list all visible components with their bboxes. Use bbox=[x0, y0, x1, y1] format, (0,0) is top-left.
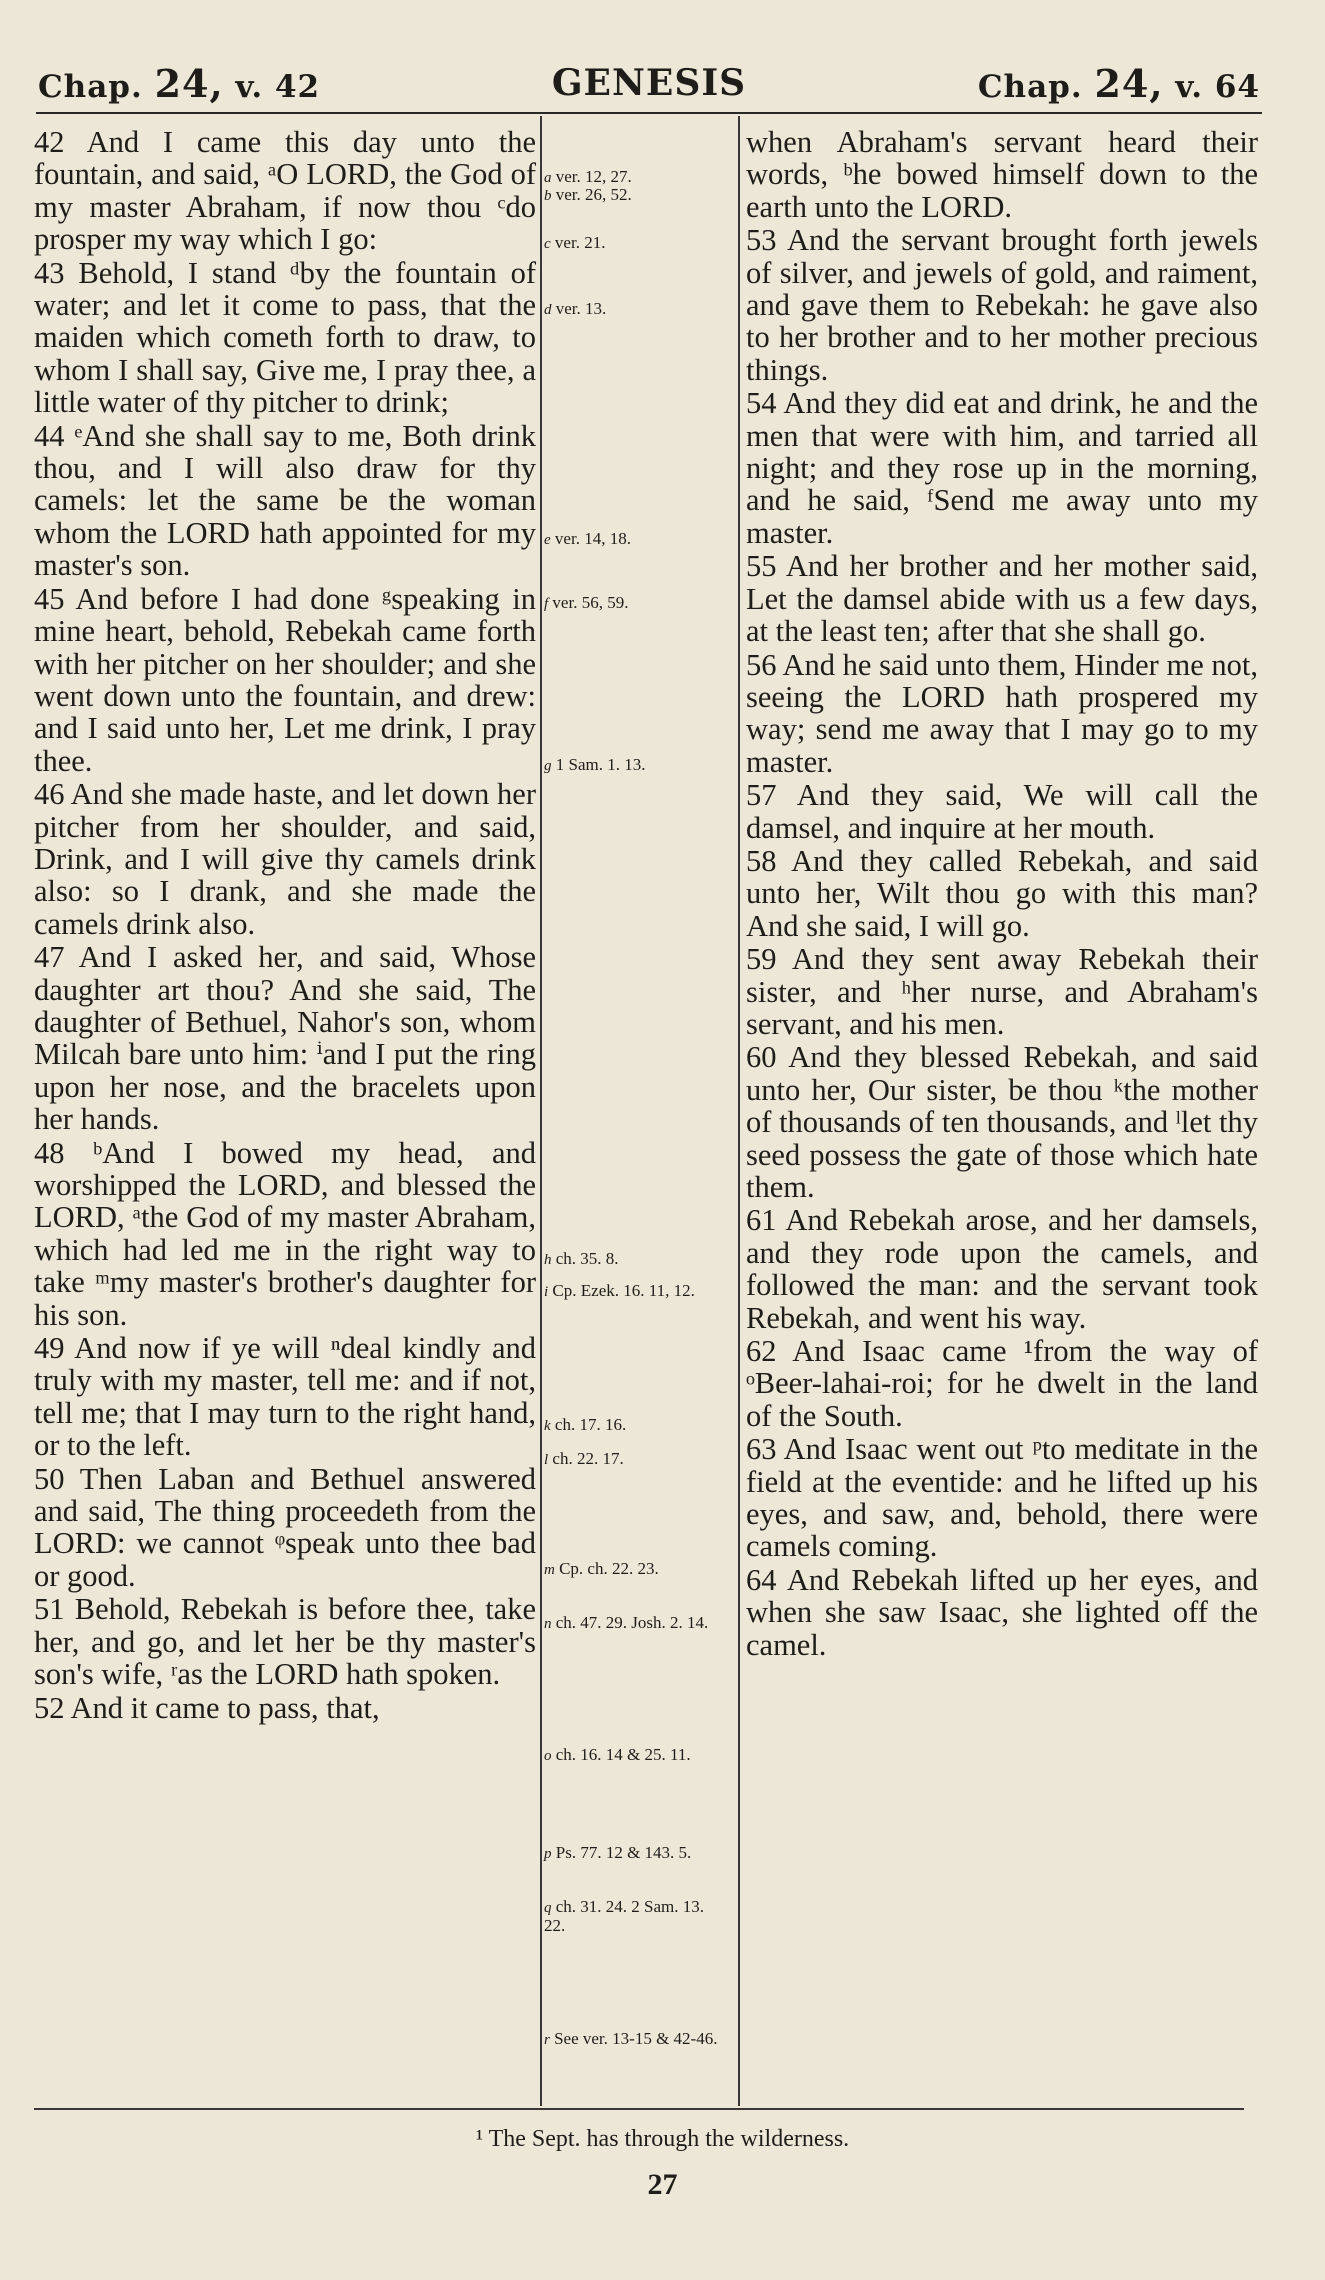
header-left-suffix: v. 42 bbox=[235, 68, 321, 105]
verse: 44 ᵉAnd she shall say to me, Both drink thou, and I will also draw for thy camels: let the same be the woman whom the LORD hath appointed for my master's son. bbox=[34, 418, 536, 583]
ref-text: See ver. 13-15 & 42-46. bbox=[554, 2029, 718, 2048]
ref-text: ver. 21. bbox=[554, 233, 606, 252]
verse: 61 And Rebekah arose, and her damsels, and they rode upon the camels, and followed the man: and the servant took Rebekah, and went his way. bbox=[746, 1203, 1258, 1335]
reference-l bbox=[544, 1450, 722, 1469]
ref-mark: e bbox=[544, 532, 551, 548]
ref-mark: i bbox=[544, 1284, 549, 1300]
ref-mark: g bbox=[544, 758, 552, 774]
ref-text: ch. 31. 24. 2 Sam. 13. 22. bbox=[544, 1897, 705, 1935]
verse: 54 And they did eat and drink, he and the men that were with him, and tarried all night; and they rose up in the morning, and he said, ᶠSend me away unto my master. bbox=[746, 386, 1258, 550]
column-divider-left bbox=[540, 116, 542, 2106]
reference-b bbox=[544, 186, 722, 205]
ref-mark: c bbox=[544, 236, 551, 252]
verse: 55 And her brother and her mother said, Let the damsel abide with us a few days, at the least ten; after that she shall go. bbox=[746, 549, 1258, 649]
ref-text: Ps. 77. 12 & 143. 5. bbox=[555, 1843, 692, 1862]
ref-text: Cp. ch. 22. 23. bbox=[559, 1559, 659, 1578]
ref-text: Cp. Ezek. 16. 11, 12. bbox=[552, 1281, 695, 1300]
reference-e bbox=[544, 530, 722, 549]
reference-d bbox=[544, 300, 722, 319]
reference-q bbox=[544, 1898, 722, 1935]
verse: 53 And the servant brought forth jewels of silver, and jewels of gold, and raiment, and gave them to Rebekah: he gave also to her brother and to her mother precious things. bbox=[746, 223, 1258, 387]
header-right-prefix: Chap. bbox=[977, 68, 1083, 105]
verse: 42 And I came this day unto the fountain, and said, ᵃO LORD, the God of my master Abraham, if now thou ᶜdo prosper my way which I go: bbox=[34, 125, 536, 257]
reference-k bbox=[544, 1416, 722, 1435]
left-text-column bbox=[34, 126, 536, 1725]
ref-text: ch. 16. 14 & 25. 11. bbox=[555, 1745, 691, 1764]
reference-h bbox=[544, 1250, 722, 1269]
ref-text: ch. 22. 17. bbox=[552, 1449, 624, 1468]
ref-mark: o bbox=[544, 1748, 552, 1764]
header-left-prefix: Chap. bbox=[38, 68, 143, 105]
ref-mark: r bbox=[544, 2032, 550, 2048]
page-header bbox=[38, 58, 1260, 108]
verse: 58 And they called Rebekah, and said unto her, Wilt thou go with this man? And she said, I will go. bbox=[746, 843, 1258, 943]
ref-text: ver. 13. bbox=[555, 299, 607, 318]
verse: 47 And I asked her, and said, Whose daughter art thou? And she said, The daughter of Bethuel, Nahor's son, whom Milcah bare unto him: ⁱand I put the ring upon her nose, and the bracelets upon her hands. bbox=[34, 940, 536, 1137]
verse: 62 And Isaac came ¹from the way of ᵒBeer-lahai-roi; for he dwelt in the land of the South. bbox=[746, 1334, 1258, 1433]
reference-f bbox=[544, 594, 722, 613]
verse: 57 And they said, We will call the damsel, and inquire at her mouth. bbox=[746, 778, 1258, 845]
ref-mark: n bbox=[544, 1616, 552, 1632]
ref-mark: d bbox=[544, 302, 552, 318]
reference-m bbox=[544, 1560, 722, 1579]
verse: when Abraham's servant heard their words, ᵇhe bowed himself down to the earth unto the LORD. bbox=[746, 125, 1258, 224]
ref-mark: h bbox=[544, 1252, 552, 1268]
verse: 48 ᵇAnd I bowed my head, and worshipped the LORD, and blessed the LORD, ᵃthe God of my master Abraham, which had led me in the right way to take ᵐmy master's brother's daughter for his son. bbox=[34, 1135, 536, 1332]
column-divider-right bbox=[738, 116, 740, 2106]
reference-c bbox=[544, 234, 722, 253]
verse: 60 And they blessed Rebekah, and said unto her, Our sister, be thou ᵏthe mother of thousands of ten thousands, and ˡlet thy seed possess the gate of those which hate them. bbox=[746, 1040, 1258, 1204]
right-text-column bbox=[746, 126, 1258, 1662]
ref-mark: p bbox=[544, 1846, 552, 1862]
verse: 51 Behold, Rebekah is before thee, take her, and go, and let her be thy master's son's wife, ʳas the LORD hath spoken. bbox=[34, 1592, 536, 1692]
ref-mark: b bbox=[544, 188, 552, 204]
ref-text: ch. 47. 29. Josh. 2. 14. bbox=[555, 1613, 709, 1632]
ref-text: ch. 35. 8. bbox=[555, 1249, 619, 1268]
verse: 59 And they sent away Rebekah their sister, and ʰher nurse, and Abraham's servant, and his men. bbox=[746, 942, 1258, 1041]
header-right-chapter bbox=[978, 61, 1260, 106]
ref-mark: q bbox=[544, 1900, 552, 1916]
page-number: 27 bbox=[647, 2168, 678, 2201]
ref-mark: l bbox=[544, 1452, 549, 1468]
verse: 56 And he said unto them, Hinder me not, seeing the LORD hath prospered my way; send me away that I may go to my master. bbox=[746, 647, 1258, 779]
verse: 49 And now if ye will ⁿdeal kindly and truly with my master, tell me: and if not, tell me; that I may turn to the right hand, or to the left. bbox=[34, 1331, 536, 1463]
ref-mark: k bbox=[544, 1418, 551, 1434]
ref-text: ver. 12, 27. bbox=[555, 167, 632, 186]
ref-text: ver. 26, 52. bbox=[555, 185, 632, 204]
verse: 45 And before I had done ᵍspeaking in mine heart, behold, Rebekah came forth with her pitcher on her shoulder; and she went down unto the fountain, and drew: and I said unto her, Let me drink, I pray thee. bbox=[34, 581, 536, 778]
reference-r bbox=[544, 2030, 722, 2049]
header-rule bbox=[36, 112, 1262, 114]
ref-mark: m bbox=[544, 1562, 555, 1578]
verse: 63 And Isaac went out ᵖto meditate in the field at the eventide: and he lifted up his eyes, and saw, and, behold, there were camels coming. bbox=[746, 1432, 1258, 1564]
verse: 43 Behold, I stand ᵈby the fountain of water; and let it come to pass, that the maiden which cometh forth to draw, to whom I shall say, Give me, I pray thee, a little water of thy pitcher to drink; bbox=[34, 255, 536, 420]
reference-i bbox=[544, 1282, 722, 1301]
reference-n bbox=[544, 1614, 722, 1633]
ref-text: ver. 14, 18. bbox=[554, 529, 631, 548]
book-title: GENESIS bbox=[551, 62, 747, 104]
verse: 52 And it came to pass, that, bbox=[34, 1690, 380, 1725]
ref-mark: f bbox=[544, 596, 549, 612]
footer-rule bbox=[34, 2108, 1244, 2110]
reference-g bbox=[544, 756, 722, 775]
reference-p bbox=[544, 1844, 722, 1863]
verse: 50 Then Laban and Bethuel answered and said, The thing proceedeth from the LORD: we cannot ᵠspeak unto thee bad or good. bbox=[34, 1461, 536, 1593]
header-left-num: 24, bbox=[154, 60, 224, 106]
ref-text: ch. 17. 16. bbox=[554, 1415, 627, 1434]
header-right-num: 24, bbox=[1094, 60, 1164, 106]
ref-text: ver. 56, 59. bbox=[552, 593, 629, 612]
ref-text: 1 Sam. 1. 13. bbox=[555, 755, 646, 774]
header-left-chapter bbox=[38, 61, 320, 106]
ref-mark: a bbox=[544, 170, 552, 186]
reference-o bbox=[544, 1746, 722, 1765]
header-right-suffix: v. 64 bbox=[1175, 68, 1260, 105]
verse: 46 And she made haste, and let down her pitcher from her shoulder, and said, Drink, and I will give thy camels drink also: so I drank, and she made the camels drink also. bbox=[34, 777, 536, 941]
footnote: ¹ The Sept. has through the wilderness. bbox=[475, 2126, 850, 2152]
verse: 64 And Rebekah lifted up her eyes, and when she saw Isaac, she lighted off the camel. bbox=[746, 1562, 1258, 1662]
